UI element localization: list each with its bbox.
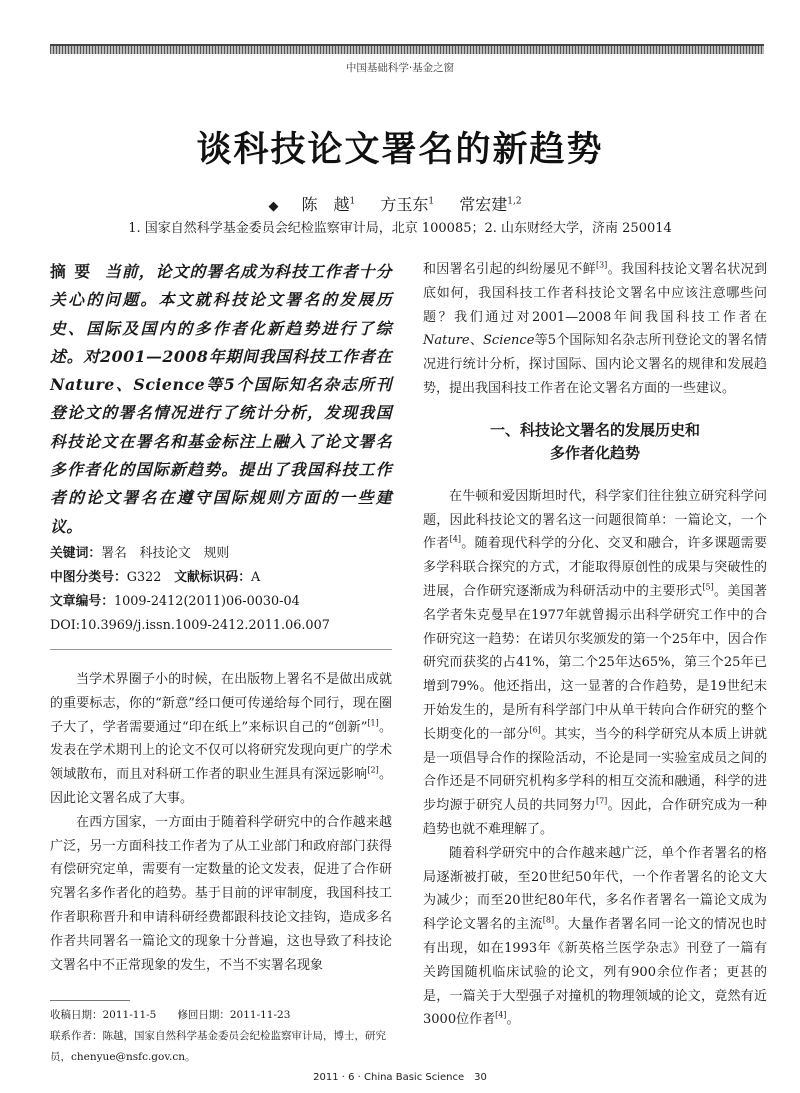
article-number: 文章编号：1009-2412(2011)06-0030-04: [50, 593, 300, 609]
abstract: 摘要 当前，论文的署名成为科技工作者十分关心的问题。本文就科技论文署名的发展历史、国际及国内的多作者化新趋势进行了综述。对2001—2008年期间我国科技工作者在Nature、Science等5个国际知名杂志所刊登论文的署名情况进行了统计分析，发现我国科技论文在署名和基金标注上融入了论文署名多作者化的国际新趋势。提出了我国科技工作者的论文署名在遵守国际规则方面的一些建议。: [50, 262, 392, 536]
left-column: [50, 258, 392, 977]
body-paragraph-2: 在西方国家，一方面由于随着科学研究中的合作越来越广泛，另一方面科技工作者为了从工业部门和政府部门获得有偿研究定单，需要有一定数量的论文发表，促进了合作研究署名多作者化的趋势。基于目前的评审制度，我国科技工作者职称晋升和申请科研经费都跟科技论文挂钩，造成多名作者共同署名一篇论文的现象十分普遍，这也导致了科技论文署名中不正常现象的发生，不当不实署名现象: [50, 814, 392, 973]
abstract-label: 摘要: [50, 262, 99, 281]
right-column: [423, 258, 767, 1032]
body-paragraph-4: 在牛顿和爱因斯坦时代，科学家们往往独立研究科学问题，因此科技论文的署名这一问题很简单：一篇论文，一个作者[4]。随着现代科学的分化、交叉和融合，许多课题需要多学科联合探究的方式，才能取得原创性的成果与突破性的进展，合作研究逐渐成为科研活动中的主要形式[5]。美国著名学者朱克曼早在1977年就曾揭示出科学研究工作中的合作研究这一趋势：在诺贝尔奖颁发的第一个25年中，因合作研究而获奖的占41%，第二个25年达65%，第三个25年已增到79%。他还指出，这一显著的合作趋势，是19世纪末开始发生的，是所有科学部门中从单干转向合作研究的整个长期变化的一部分[6]。其实，当今的科学研究从本质上讲就是一项倡导合作的探险活动，不论是同一实验室成员之间的合作还是不同研究机构多学科的相互交流和融通，科学的进步均源于研究人员的共同努力[7]。因此，合作研究成为一种趋势也就不难理解了。: [423, 488, 767, 837]
header-rule: [50, 44, 764, 54]
footnote-rule: [50, 1000, 130, 1001]
author-2: 方玉东$^1$: [380, 195, 435, 214]
doi: DOI:10.3969/j.issn.1009-2412.2011.06.007: [50, 617, 330, 633]
page-footer: 2011 · 6 · China Basic Science 30: [313, 1072, 487, 1083]
section-heading-1: 一、科技论文署名的发展历史和 多作者化趋势: [489, 420, 700, 462]
body-paragraph-5: 随着科学研究中的合作越来越广泛，单个作者署名的格局逐渐被打破，至20世纪50年代，一个作者署名的论文大为减少；而至20世纪80年代，多名作者署名一篇论文成为科学论文署名的主流[8]。大量作者署名同一论文的情况也时有出现，如在1993年《新英格兰医学杂志》刊登了一篇有关跨国随机临床试验的论文，列有900余位作者；更甚的是，一篇关于大型强子对撞机的物理领域的论文，竟然有近3000位作者[4]。: [423, 845, 767, 1028]
body-paragraph-1: 当学术界圈子小的时候，在出版物上署名不是做出成就的重要标志，你的“新意”经口便可传递给每个同行，现在圈子大了，学者需要通过“印在纸上”来标识自己的“创新”[1]。发表在学术期刊上的论文不仅可以将研究发现向更广的学术领域散布，而且对科研工作者的职业生涯具有深远影响[2]。因此论文署名成了大事。: [50, 671, 392, 806]
author-3: 常宏建$^{1,2}$: [459, 195, 522, 214]
classification: 中图分类号：G322 文献标识码：A: [50, 569, 261, 585]
author-list: [0, 192, 800, 215]
footnote-contact: 联系作者：陈越，国家自然科学基金委员会纪检监察审计局，博士，研究员，chenyue@nsfc.gov.cn。: [50, 1030, 386, 1063]
abstract-divider: [50, 649, 392, 650]
author-1: 陈 越$^1$: [301, 195, 356, 214]
body-paragraph-3: 和因署名引起的纠纷屡见不鲜[3]。我国科技论文署名状况到底如何，我国科技工作者科技论文署名中应该注意哪些问题？我们通过对2001—2008年间我国科技工作者在Nature、Science等5个国际知名杂志所刊登论文的署名情况进行统计分析，探讨国际、国内论文署名的规律和发展趋势，提出我国科技工作者在论文署名方面的一些建议。: [423, 260, 767, 396]
affiliation: 1. 国家自然科学基金委员会纪检监察审计局，北京 100085；2. 山东财经大学，济南 250014: [128, 221, 672, 236]
journal-name: 中国基础科学·基金之窗: [345, 62, 455, 74]
footnotes: [50, 1005, 392, 1068]
article-title: 谈科技论文署名的新趋势: [196, 130, 604, 170]
footnote-dates: 收稿日期：2011-11-5 修回日期：2011-11-23: [50, 1009, 291, 1021]
diamond-icon: ◆: [268, 199, 279, 214]
keywords: 关键词：署名 科技论文 规则: [50, 545, 230, 561]
